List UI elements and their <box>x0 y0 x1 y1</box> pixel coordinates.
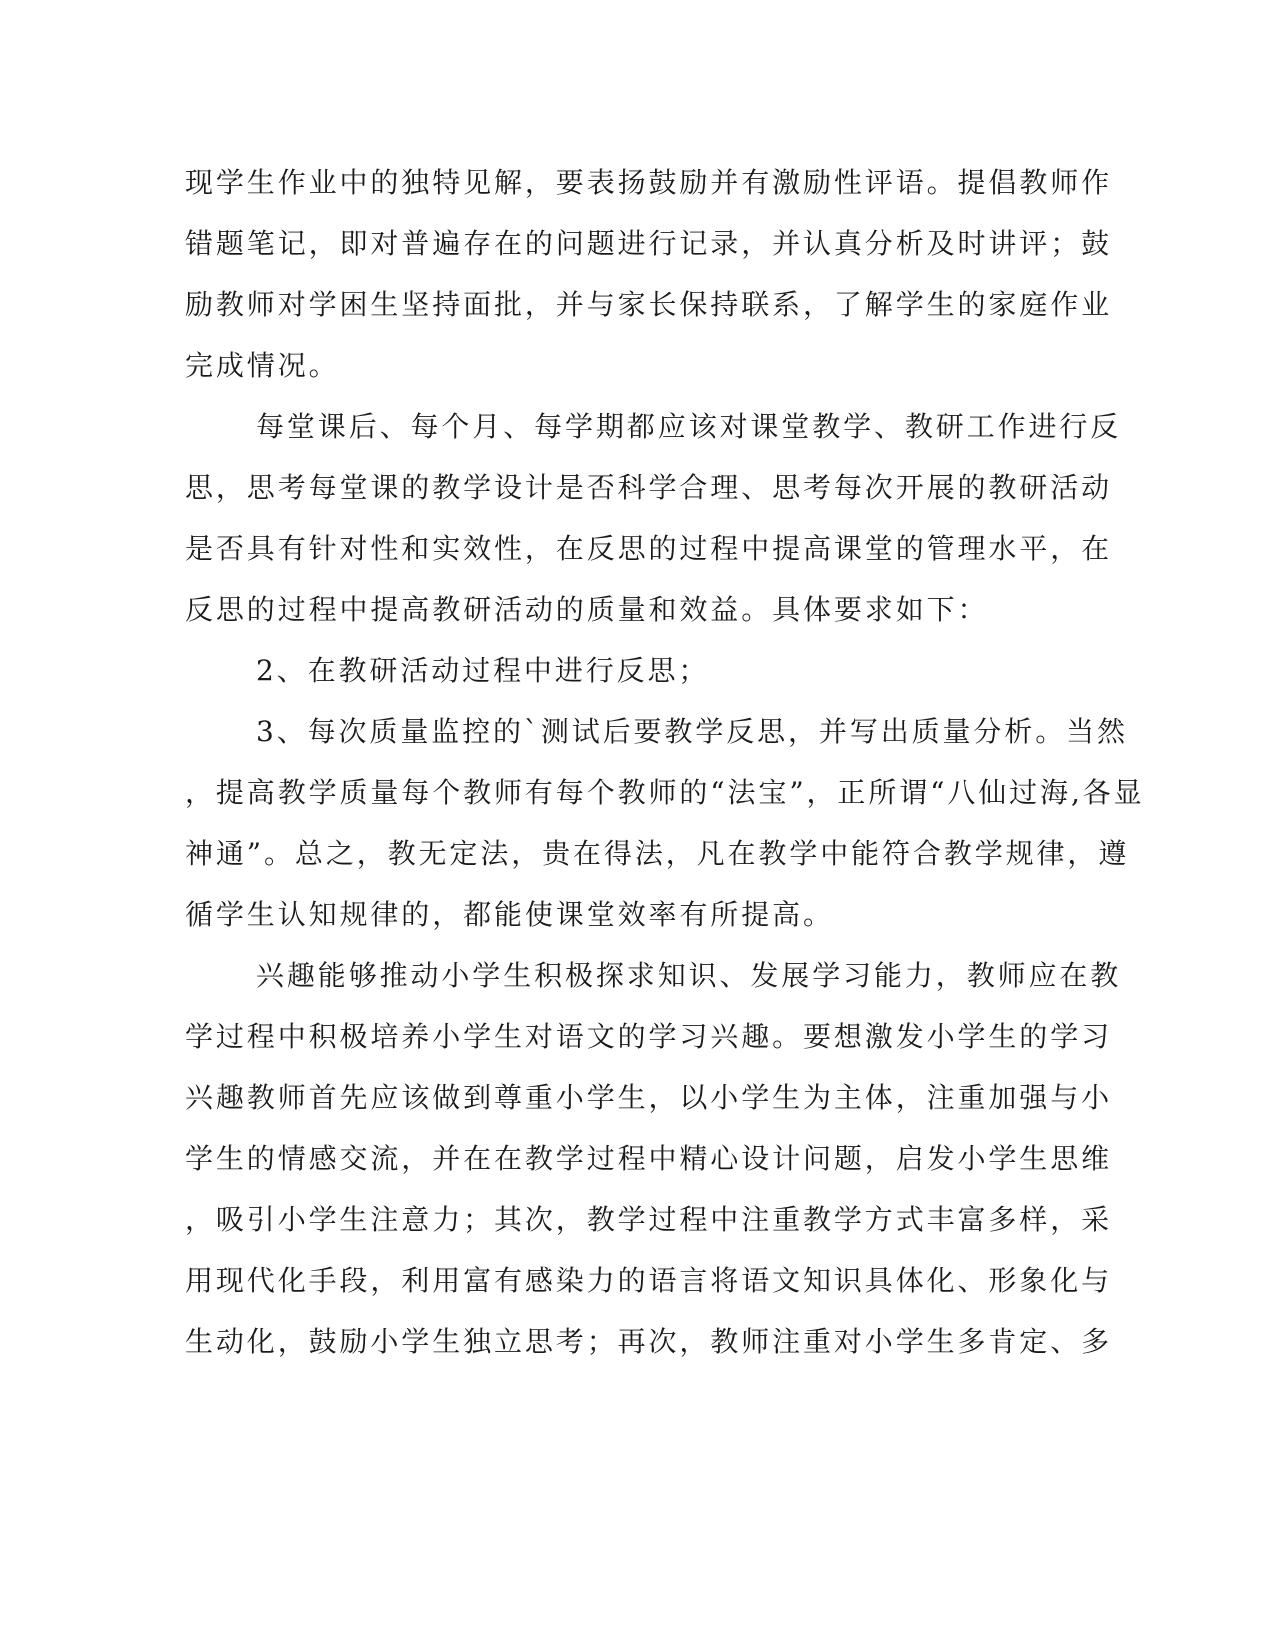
text-line: 神通”。总之，教无定法，贵在得法，凡在教学中能符合教学规律，遵 <box>185 837 1130 870</box>
text-line: 错题笔记，即对普遍存在的问题进行记录，并认真分析及时讲评；鼓 <box>185 227 1113 260</box>
document-body <box>185 152 1145 1372</box>
paragraph-1 <box>185 152 1113 396</box>
text-line: 循学生认知规律的，都能使课堂效率有所提高。 <box>185 898 834 931</box>
text-line: ，提高教学质量每个教师有每个教师的“法宝”，正所谓“八仙过海,各显 <box>185 776 1145 809</box>
paragraph-5 <box>185 945 1122 1372</box>
text-line: 学过程中积极培养小学生对语文的学习兴趣。要想激发小学生的学习 <box>185 1020 1113 1053</box>
paragraph-3 <box>185 640 1055 701</box>
text-line: 生动化，鼓励小学生独立思考；再次，教师注重对小学生多肯定、多 <box>185 1325 1113 1358</box>
text-line: 励教师对学困生坚持面批，并与家长保持联系，了解学生的家庭作业 <box>185 288 1113 321</box>
text-line: 完成情况。 <box>185 349 340 382</box>
text-line: 是否具有针对性和实效性，在反思的过程中提高课堂的管理水平，在 <box>185 532 1113 565</box>
text-line: ，吸引小学生注意力；其次，教学过程中注重教学方式丰富多样，采 <box>185 1203 1113 1236</box>
text-line: 现学生作业中的独特见解，要表扬鼓励并有激励性评语。提倡教师作 <box>185 166 1113 199</box>
paragraph-4 <box>185 701 1145 945</box>
text-line: 每堂课后、每个月、每学期都应该对课堂教学、教研工作进行反 <box>256 410 1122 443</box>
text-line: 兴趣能够推动小学生积极探求知识、发展学习能力，教师应在教 <box>256 959 1122 992</box>
text-line: 兴趣教师首先应该做到尊重小学生，以小学生为主体，注重加强与小 <box>185 1081 1113 1114</box>
text-line: 思，思考每堂课的教学设计是否科学合理、思考每次开展的教研活动 <box>185 471 1113 504</box>
text-line: 学生的情感交流，并在在教学过程中精心设计问题，启发小学生思维 <box>185 1142 1113 1175</box>
paragraph-2 <box>185 396 1122 640</box>
text-line: 3、每次质量监控的`测试后要教学反思，并写出质量分析。当然 <box>256 715 1128 748</box>
text-line: 2、在教研活动过程中进行反思； <box>256 654 710 687</box>
text-line: 反思的过程中提高教研活动的质量和效益。具体要求如下： <box>185 593 989 626</box>
text-line: 用现代化手段，利用富有感染力的语言将语文知识具体化、形象化与 <box>185 1264 1113 1297</box>
